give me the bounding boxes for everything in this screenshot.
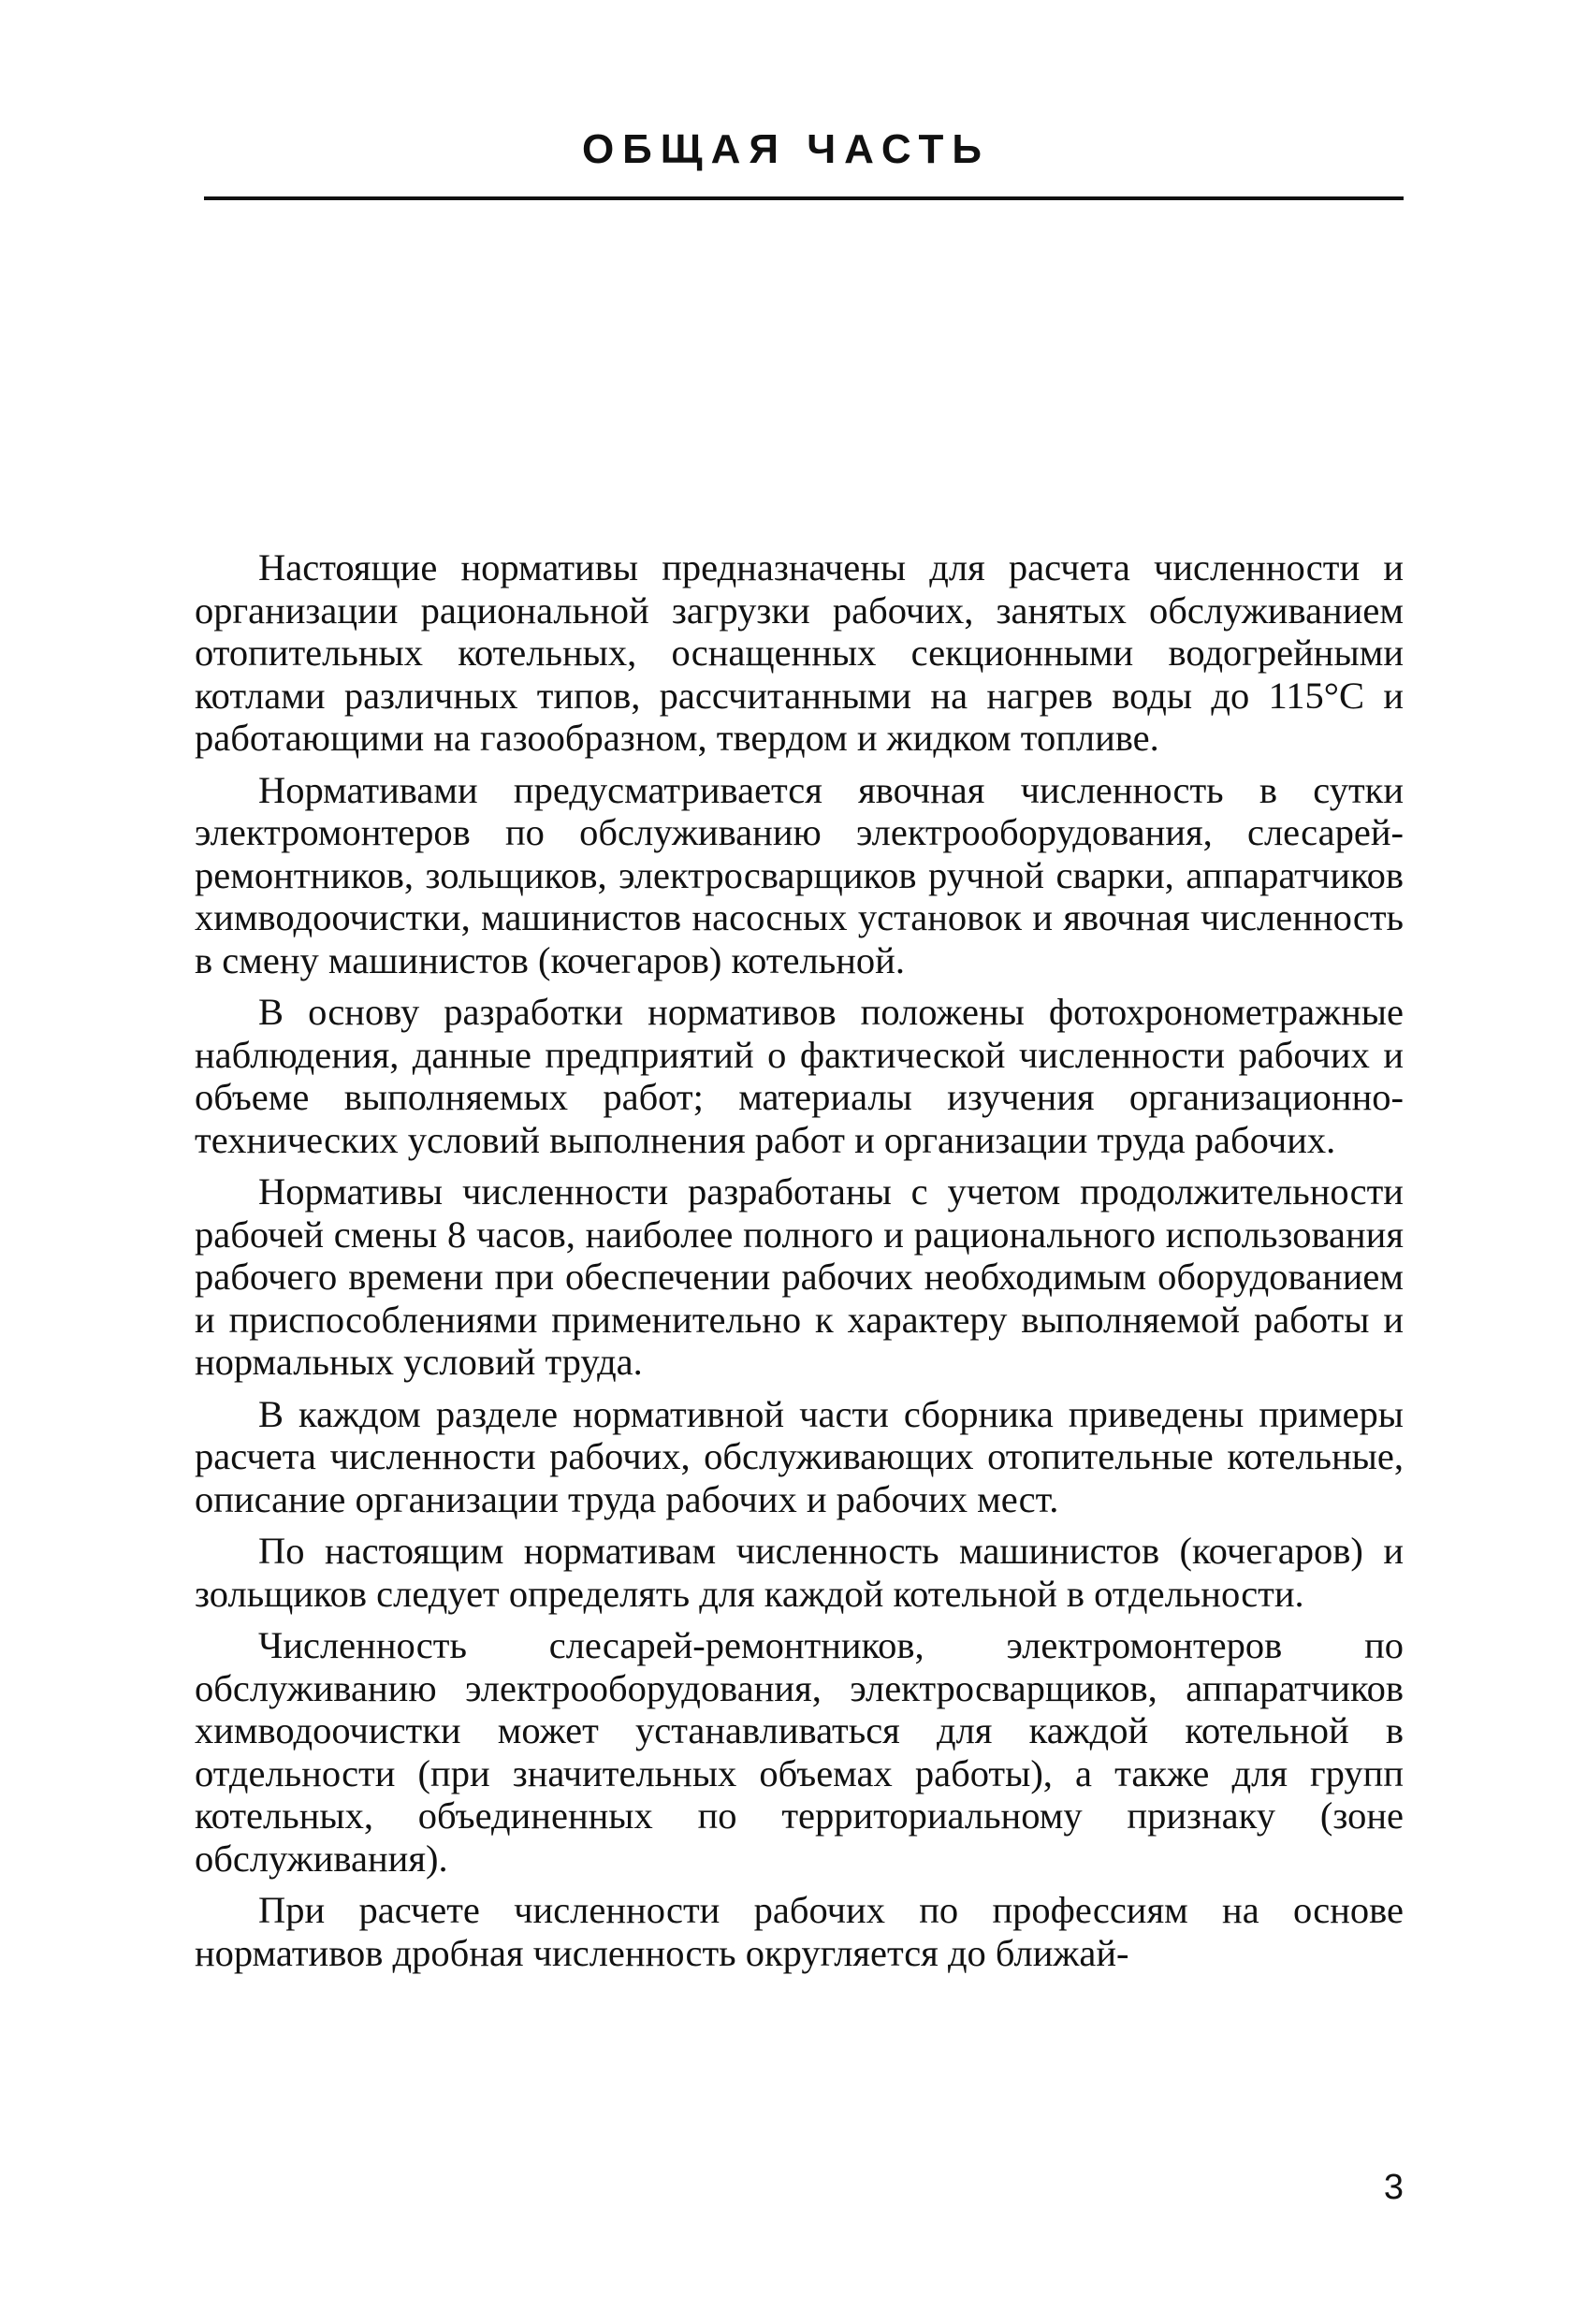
body-text	[195, 546, 1404, 1983]
paragraph: В каждом разделе нормативной части сборника приведены примеры расчета численности рабочих, обслуживающих отопительные котельные, описание организации труда рабочих и рабочих мест.	[195, 1392, 1404, 1520]
paragraph: Нормативы численности разработаны с учетом продолжительности рабочей смены 8 часов, наиболее полного и рационального использования рабочего времени при обеспечении рабочих необходимым оборудованием и приспособлениями применительно к характеру выполняемой работы и нормальных условий труда.	[195, 1170, 1404, 1383]
section-heading: ОБЩАЯ ЧАСТЬ	[581, 126, 991, 172]
paragraph: Нормативами предусматривается явочная численность в сутки электромонтеров по обслуживанию электрооборудования, слесарей-ремонтников, зольщиков, электросварщиков ручной сварки, аппаратчиков химводоочистки, машинистов насосных установок и явочная численность в смену машинистов (кочегаров) котельной.	[195, 768, 1404, 981]
paragraph: При расчете численности рабочих по профессиям на основе нормативов дробная численность округляется до ближай-	[195, 1889, 1404, 1974]
heading-divider	[204, 196, 1404, 200]
paragraph: По настоящим нормативам численность машинистов (кочегаров) и зольщиков следует определять для каждой котельной в отдельности.	[195, 1530, 1404, 1615]
paragraph: Численность слесарей-ремонтников, электромонтеров по обслуживанию электрооборудования, электросварщиков, аппаратчиков химводоочистки может устанавливаться для каждой котельной в отдельности (при значительных объемах работы), а также для групп котельных, объединенных по территориальному признаку (зоне обслуживания).	[195, 1624, 1404, 1880]
page-number: 3	[1383, 2168, 1404, 2207]
paragraph: Настоящие нормативы предназначены для расчета численности и организации рациональной загрузки рабочих, занятых обслуживанием отопительных котельных, оснащенных секционными водогрейными котлами различных типов, рассчитанными на нагрев воды до 115°С и работающими на газообразном, твердом и жидком топливе.	[195, 546, 1404, 759]
paragraph: В основу разработки нормативов положены фотохронометражные наблюдения, данные предприятий о фактической численности рабочих и объеме выполняемых работ; материалы изучения организационно-технических условий выполнения работ и организации труда рабочих.	[195, 991, 1404, 1161]
